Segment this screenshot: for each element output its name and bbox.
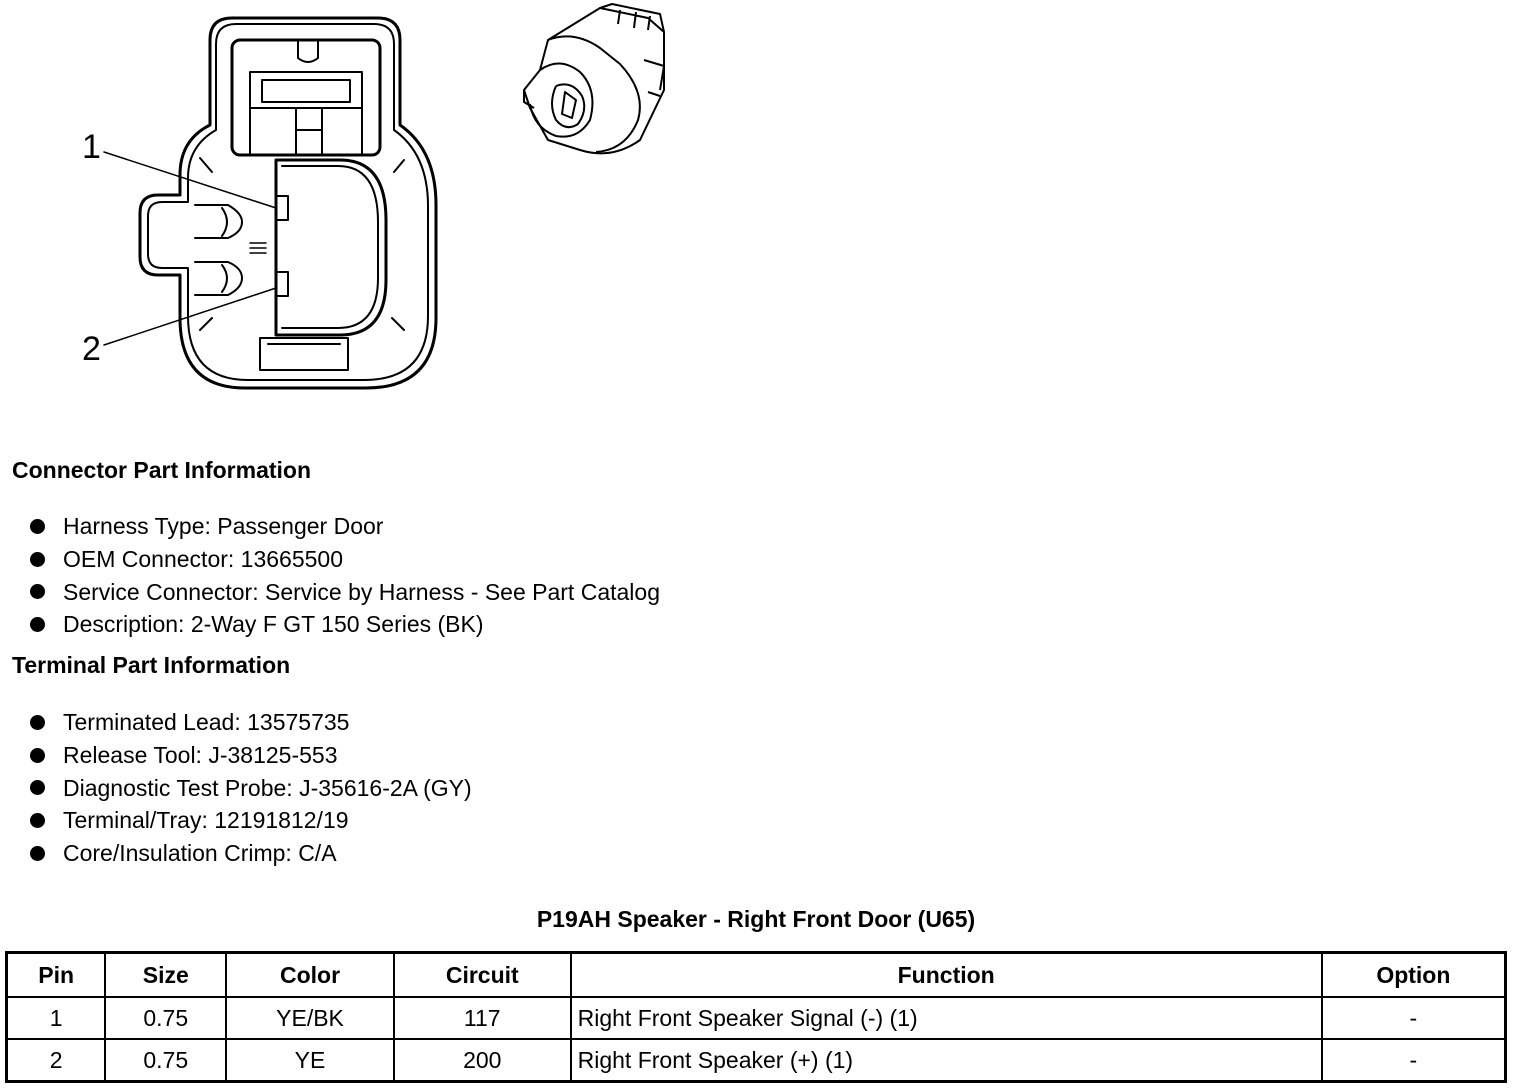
column-header-pin: Pin <box>7 953 106 998</box>
bullet-icon <box>30 780 45 795</box>
list-item: Terminated Lead: 13575735 <box>28 706 472 739</box>
bullet-icon <box>30 846 45 861</box>
cell-function: Right Front Speaker (+) (1) <box>571 1039 1322 1082</box>
cell-pin: 1 <box>7 997 106 1039</box>
bullet-icon <box>30 617 45 632</box>
column-header-option: Option <box>1322 953 1506 998</box>
table-row <box>7 997 1506 1039</box>
pinout-table <box>5 951 1507 1083</box>
column-header-color: Color <box>226 953 394 998</box>
list-item: OEM Connector: 13665500 <box>28 543 660 576</box>
cell-circuit: 117 <box>394 997 571 1039</box>
terminal-info-list <box>28 706 472 870</box>
list-item: Terminal/Tray: 12191812/19 <box>28 804 472 837</box>
list-item: Release Tool: J-38125-553 <box>28 739 472 772</box>
connector-face-drawing <box>0 0 720 420</box>
connector-info-list <box>28 510 660 641</box>
list-item: Harness Type: Passenger Door <box>28 510 660 543</box>
bullet-icon <box>30 584 45 599</box>
bullet-icon <box>30 519 45 534</box>
column-header-size: Size <box>105 953 226 998</box>
cell-size: 0.75 <box>105 997 226 1039</box>
table-title: P19AH Speaker - Right Front Door (U65) <box>536 906 976 932</box>
column-header-function: Function <box>571 953 1322 998</box>
connector-diagram <box>0 0 720 420</box>
cell-option: - <box>1322 1039 1506 1082</box>
column-header-circuit: Circuit <box>394 953 571 998</box>
cell-size: 0.75 <box>105 1039 226 1082</box>
bullet-icon <box>30 552 45 567</box>
bullet-icon <box>30 748 45 763</box>
list-item: Diagnostic Test Probe: J-35616-2A (GY) <box>28 772 472 805</box>
list-item: Core/Insulation Crimp: C/A <box>28 837 472 870</box>
cell-option: - <box>1322 997 1506 1039</box>
table-header-row <box>7 953 1506 998</box>
cell-circuit: 200 <box>394 1039 571 1082</box>
cell-color: YE <box>226 1039 394 1082</box>
cell-color: YE/BK <box>226 997 394 1039</box>
terminal-info-heading: Terminal Part Information <box>12 652 291 678</box>
cell-pin: 2 <box>7 1039 106 1082</box>
list-item: Service Connector: Service by Harness - See Part Catalog <box>28 576 660 609</box>
pin-2-callout: 2 <box>82 330 101 368</box>
list-item: Description: 2-Way F GT 150 Series (BK) <box>28 608 660 641</box>
pin-1-callout: 1 <box>82 128 101 166</box>
connector-info-heading: Connector Part Information <box>12 457 312 483</box>
connector-isometric-drawing <box>524 4 664 153</box>
table-row <box>7 1039 1506 1082</box>
cell-function: Right Front Speaker Signal (-) (1) <box>571 997 1322 1039</box>
bullet-icon <box>30 813 45 828</box>
bullet-icon <box>30 715 45 730</box>
